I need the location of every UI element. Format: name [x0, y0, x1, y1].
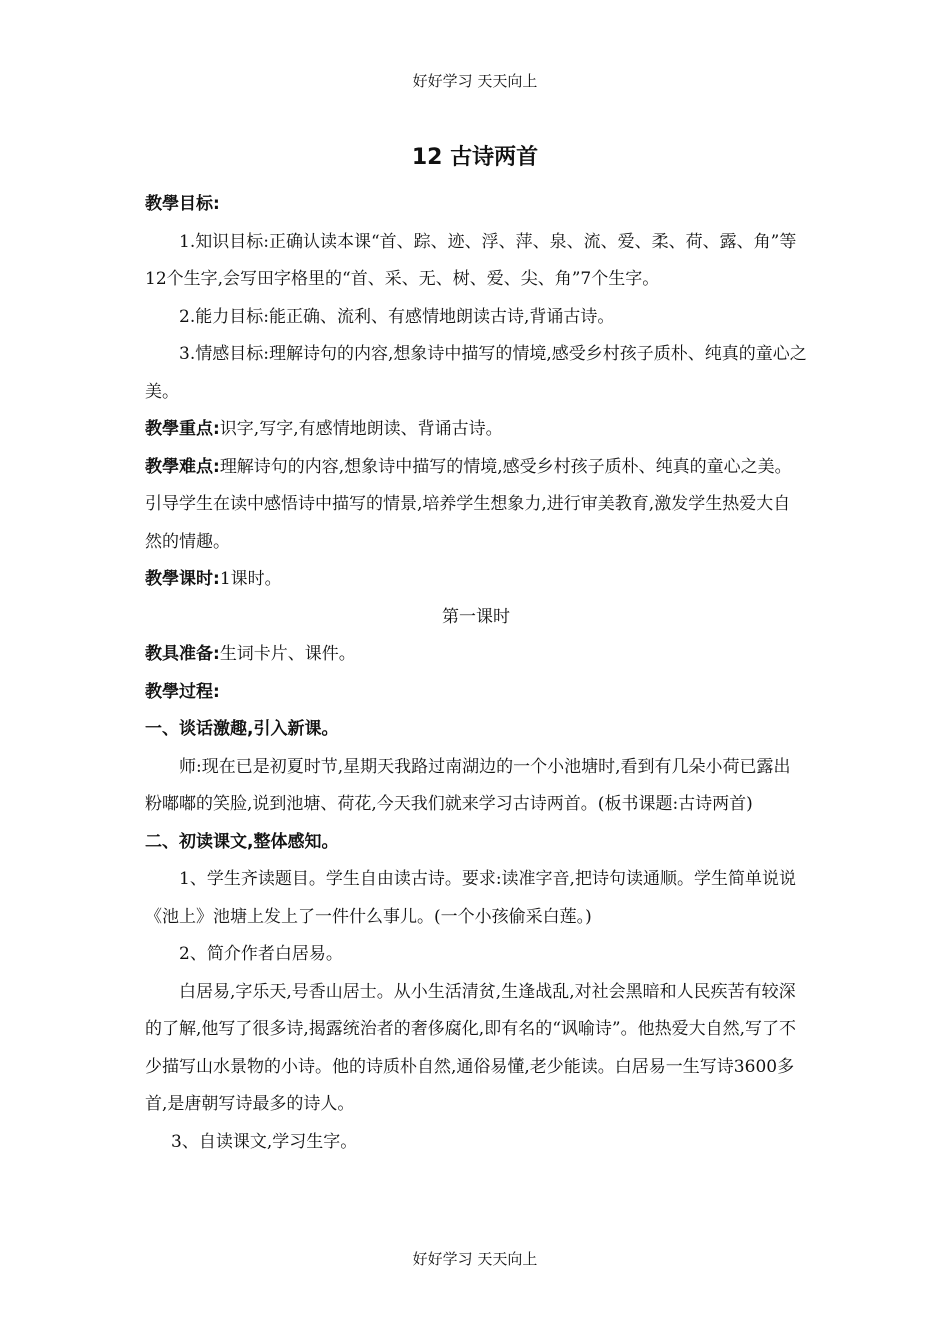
section1-text: 师:现在已是初夏时节,星期天我路过南湖边的一个小池塘时,看到有几朵小荷已露出粉嘟嘟的笑脸,说到池塘、荷花,今天我们就来学习古诗两首。(板书课题:古诗两首)	[145, 756, 791, 814]
page-header: 好好学习 天天向上	[412, 72, 538, 90]
goal-emotion: 3.情感目标:理解诗句的内容,想象诗中描写的情境,感受乡村孩子质朴、纯真的童心之美。	[145, 344, 807, 402]
hours-text: 1课时。	[219, 569, 282, 589]
focus-label: 教學重点:	[145, 419, 220, 439]
goal-knowledge: 1.知识目标:正确认读本课“首、踪、迹、浮、萍、泉、流、爱、柔、荷、露、角”等12个生字,会写田字格里的“首、采、无、树、爱、尖、角”7个生字。	[145, 231, 797, 289]
lesson-period-heading: 第一课时	[442, 606, 510, 627]
section2-heading: 二、初读课文,整体感知。	[145, 831, 339, 852]
goals-heading: 教學目标:	[145, 194, 220, 214]
goal-ability: 2.能力目标:能正确、流利、有感情地朗读古诗,背诵古诗。	[179, 306, 615, 327]
section1-heading: 一、谈话激趣,引入新课。	[145, 719, 339, 739]
lesson-title: 12 古诗两首	[411, 145, 539, 170]
tools-paragraph	[145, 636, 807, 674]
step3-text: 3、自读课文,学习生字。	[171, 1131, 358, 1152]
hours-paragraph	[145, 561, 807, 599]
step2-text: 2、简介作者白居易。	[179, 944, 343, 964]
difficulty-text: 理解诗句的内容,想象诗中描写的情境,感受乡村孩子质朴、纯真的童心之美。引导学生在读中感悟诗中描写的情景,培养学生想象力,进行审美教育,激发学生热爱大自然的情趣。	[145, 456, 792, 552]
focus-paragraph	[145, 411, 807, 449]
tools-text: 生词卡片、课件。	[219, 644, 356, 664]
author-bio: 白居易,字乐天,号香山居士。从小生活清贫,生逢战乱,对社会黑暗和人民疾苦有较深的了解,他写了很多诗,揭露统治者的奢侈腐化,即有名的“讽喻诗”。他热爱大自然,写了不少描写山水景物的小诗。他的诗质朴自然,通俗易懂,老少能读。白居易一生写诗3600多首,是唐朝写诗最多的诗人。	[145, 981, 796, 1114]
document-body	[145, 186, 807, 1161]
hours-label: 教學课时:	[145, 569, 220, 589]
step1-text: 1、学生齐读题目。学生自由读古诗。要求:读准字音,把诗句读通顺。学生简单说说《池上》池塘上发上了一件什么事儿。(一个小孩偷采白莲。)	[145, 869, 796, 927]
page-footer: 好好学习 天天向上	[412, 1250, 538, 1268]
process-heading: 教學过程:	[145, 681, 220, 702]
difficulty-label: 教學难点:	[145, 456, 220, 477]
tools-label: 教具准备:	[145, 644, 220, 664]
focus-text: 识字,写字,有感情地朗读、背诵古诗。	[219, 419, 503, 439]
difficulty-paragraph	[145, 449, 807, 562]
